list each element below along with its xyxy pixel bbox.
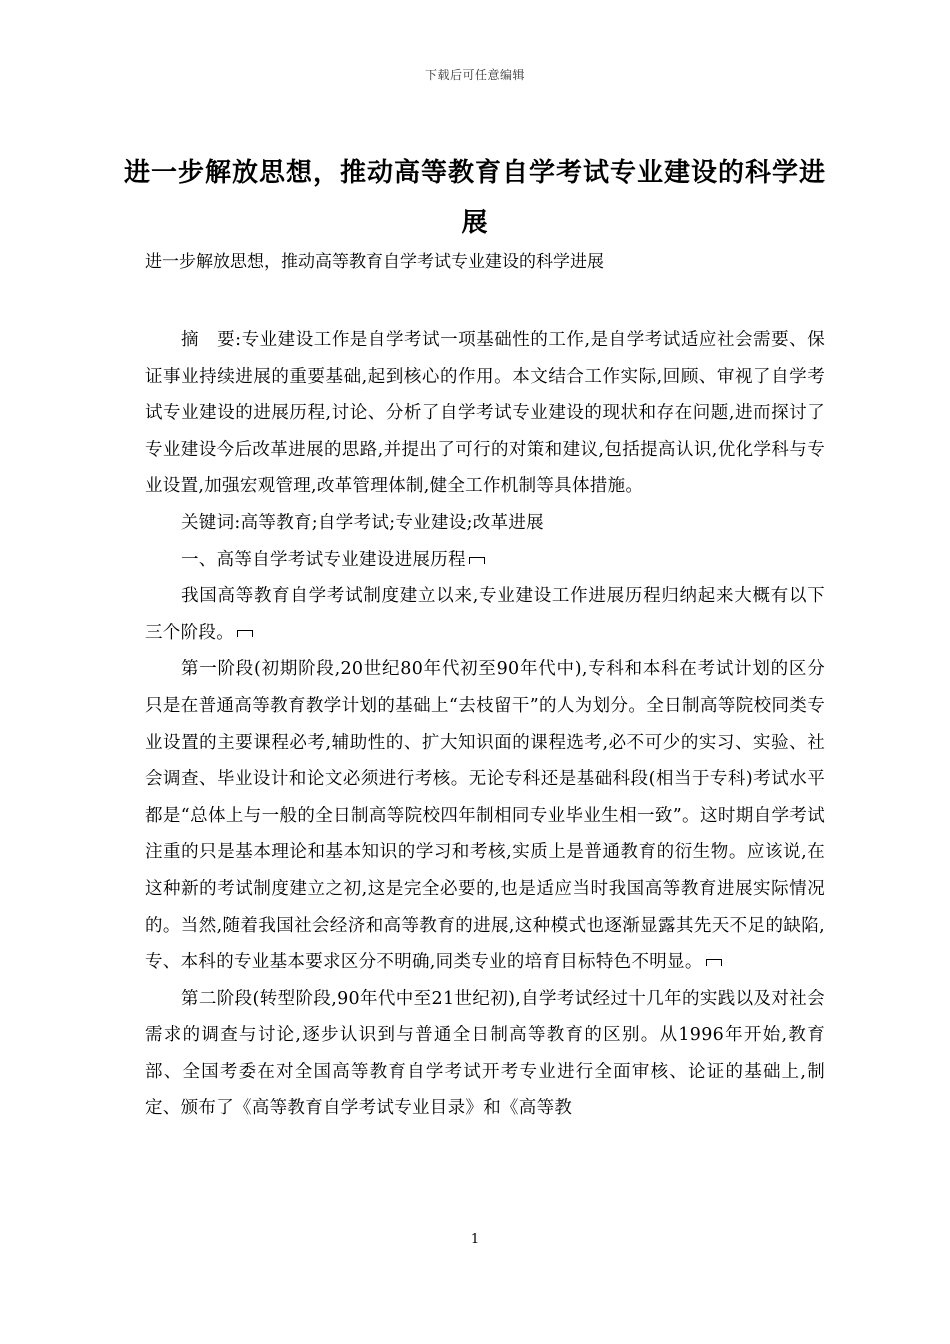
paragraph-mark-icon bbox=[237, 630, 253, 637]
header-note: 下载后可任意编辑 bbox=[424, 68, 525, 82]
section-heading: 一、高等自学考试专业建设进展历程 bbox=[145, 542, 825, 579]
keywords-paragraph: 关键词:高等教育;自学考试;专业建设;改革进展 bbox=[181, 512, 544, 533]
abstract-paragraph: 摘 要:专业建设工作是自学考试一项基础性的工作,是自学考试适应社会需要、保证事业持续进展的重要基础,起到核心的作用。本文结合工作实际,回顾、审视了自学考试专业建设的进展历程,讨论、分析了自学考试专业建设的现状和存在问题,进而探讨了专业建设今后改革进展的思路,并提出了可行的对策和建议,包括提高认识,优化学科与专业设置,加强宏观管理,改革管理体制,健全工作机制等具体措施。 bbox=[145, 330, 825, 497]
paragraph-mark-icon bbox=[706, 959, 722, 966]
body-paragraph: 我国高等教育自学考试制度建立以来,专业建设工作进展历程归纳起来大概有以下三个阶段。 bbox=[145, 586, 825, 643]
page-number: 1 bbox=[470, 1232, 480, 1247]
paragraph-mark-icon bbox=[469, 557, 485, 564]
document-title: 进一步解放思想，推动高等教育自学考试专业建设的科学进展 bbox=[123, 158, 826, 238]
document-body bbox=[145, 322, 825, 1127]
body-paragraph: 第二阶段(转型阶段,90年代中至21世纪初),自学考试经过十几年的实践以及对社会需求的调查与讨论,逐步认识到与普通全日制高等教育的区别。从1996年开始,教育部、全国考委在对全国高等教育自学考试开考专业进行全面审核、论证的基础上,制定、颁布了《高等教育自学考试专业目录》和《高等教 bbox=[145, 988, 825, 1119]
document-subtitle: 进一步解放思想，推动高等教育自学考试专业建设的科学进展 bbox=[145, 252, 604, 272]
body-paragraph: 第一阶段(初期阶段,20世纪80年代初至90年代中),专科和本科在考试计划的区分只是在普通高等教育教学计划的基础上“去枝留干”的人为划分。全日制高等院校同类专业设置的主要课程必考,辅助性的、扩大知识面的课程选考,必不可少的实习、实验、社会调查、毕业设计和论文必须进行考核。无论专科还是基础科段(相当于专科)考试水平都是“总体上与一般的全日制高等院校四年制相同专业毕业生相一致”。这时期自学考试注重的只是基本理论和基本知识的学习和考核,实质上是普通教育的衍生物。应该说,在这种新的考试制度建立之初,这是完全必要的,也是适应当时我国高等教育进展实际情况的。当然,随着我国社会经济和高等教育的进展,这种模式也逐渐显露其先天不足的缺陷,专、本科的专业基本要求区分不明确,同类专业的培育目标特色不明显。 bbox=[145, 659, 825, 973]
